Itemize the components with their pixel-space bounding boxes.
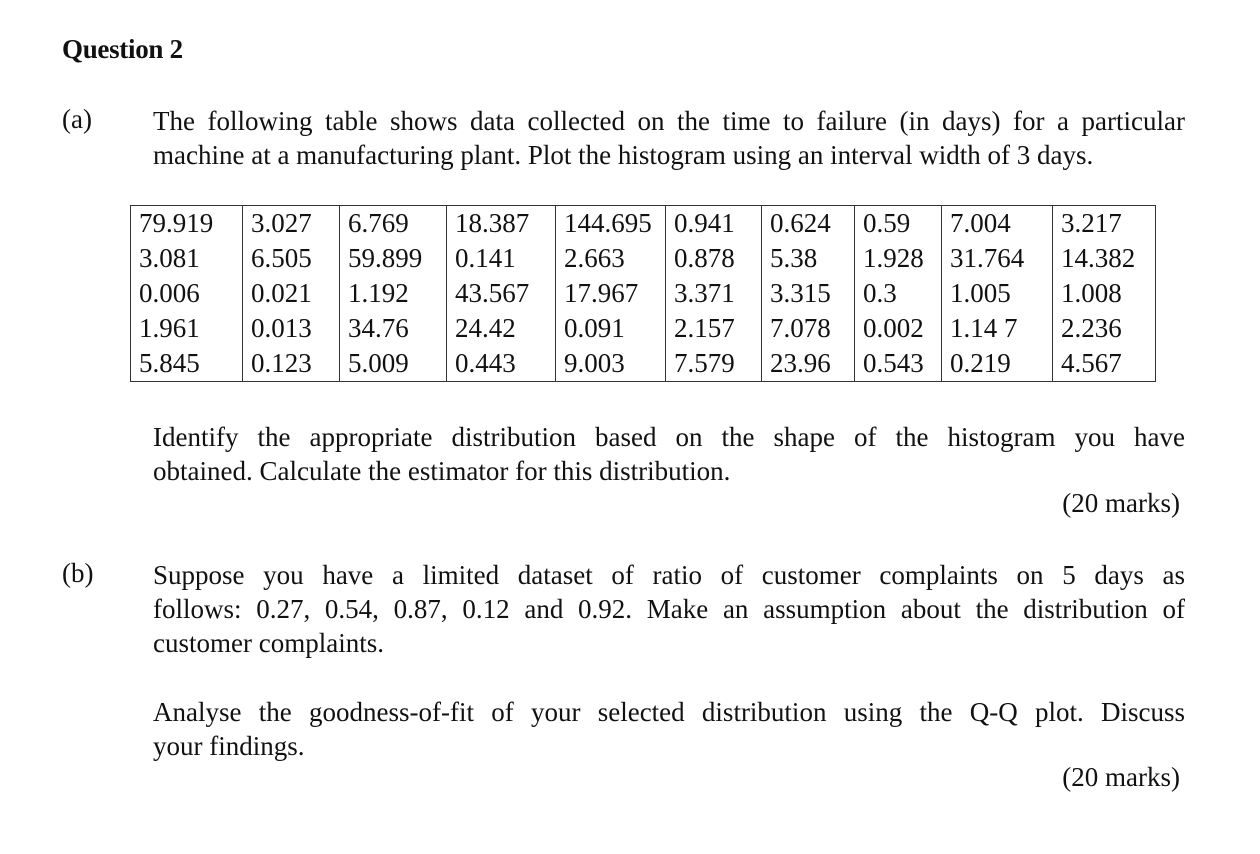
table-cell: 2.663	[556, 241, 666, 276]
table-cell: 6.769	[340, 206, 447, 242]
table-cell: 3.027	[243, 206, 340, 242]
part-a-marks: (20 marks)	[1062, 488, 1180, 518]
table-cell: 3.371	[666, 276, 762, 311]
table-cell: 0.091	[556, 311, 666, 346]
table-cell: 5.009	[340, 346, 447, 382]
table-cell: 3.217	[1053, 206, 1156, 242]
table-cell: 18.387	[447, 206, 556, 242]
table-cell: 2.236	[1053, 311, 1156, 346]
table-cell: 3.081	[131, 241, 243, 276]
part-a-intro-line: The following table shows data collected on the time to failure (in days) for a particular	[153, 106, 1185, 136]
part-a-followup-line: Identify the appropriate distribution based on the shape of the histogram you have	[153, 422, 1185, 452]
table-cell: 7.078	[762, 311, 855, 346]
part-b-label: (b)	[62, 558, 94, 588]
table-cell: 9.003	[556, 346, 666, 382]
table-cell: 0.141	[447, 241, 556, 276]
table-row	[131, 206, 1156, 242]
table-cell: 14.382	[1053, 241, 1156, 276]
time-to-failure-table	[130, 205, 1156, 382]
table-cell: 3.315	[762, 276, 855, 311]
table-cell: 0.59	[855, 206, 942, 242]
table-cell: 7.579	[666, 346, 762, 382]
table-cell: 59.899	[340, 241, 447, 276]
part-b-intro-line: customer complaints.	[153, 628, 384, 658]
table-cell: 2.157	[666, 311, 762, 346]
table-cell: 0.021	[243, 276, 340, 311]
part-b-marks: (20 marks)	[1062, 762, 1180, 792]
table-cell: 4.567	[1053, 346, 1156, 382]
table-cell: 1.008	[1053, 276, 1156, 311]
part-b-intro	[153, 558, 1185, 660]
table-cell: 1.14 7	[942, 311, 1053, 346]
table-cell: 23.96	[762, 346, 855, 382]
table-cell: 0.3	[855, 276, 942, 311]
table-cell: 0.013	[243, 311, 340, 346]
table-cell: 144.695	[556, 206, 666, 242]
table-cell: 0.002	[855, 311, 942, 346]
table-cell: 1.928	[855, 241, 942, 276]
table-cell: 6.505	[243, 241, 340, 276]
table-cell: 31.764	[942, 241, 1053, 276]
table-cell: 24.42	[447, 311, 556, 346]
table-row	[131, 311, 1156, 346]
table-cell: 79.919	[131, 206, 243, 242]
table-cell: 34.76	[340, 311, 447, 346]
table-cell: 0.219	[942, 346, 1053, 382]
question-heading: Question 2	[62, 34, 183, 64]
part-b-intro-line: Suppose you have a limited dataset of ratio of customer complaints on 5 days as	[153, 560, 1185, 590]
table-cell: 0.941	[666, 206, 762, 242]
part-b-intro-line: follows: 0.27, 0.54, 0.87, 0.12 and 0.92. Make an assumption about the distribution of	[153, 594, 1185, 624]
part-b-followup-line: Analyse the goodness-of-fit of your selected distribution using the Q-Q plot. Discuss	[153, 697, 1185, 727]
table-cell: 7.004	[942, 206, 1053, 242]
table-row	[131, 276, 1156, 311]
table-row	[131, 241, 1156, 276]
part-a-followup-line: obtained. Calculate the estimator for this distribution.	[153, 456, 731, 486]
table-cell: 43.567	[447, 276, 556, 311]
table-cell: 17.967	[556, 276, 666, 311]
table-cell: 0.006	[131, 276, 243, 311]
table-cell: 1.005	[942, 276, 1053, 311]
part-a-intro-line: machine at a manufacturing plant. Plot the histogram using an interval width of 3 days.	[153, 140, 1094, 170]
table-cell: 1.961	[131, 311, 243, 346]
table-cell: 5.38	[762, 241, 855, 276]
table-cell: 0.543	[855, 346, 942, 382]
table-cell: 1.192	[340, 276, 447, 311]
part-a-label: (a)	[62, 104, 92, 134]
table-cell: 0.443	[447, 346, 556, 382]
table-cell: 0.624	[762, 206, 855, 242]
table-cell: 0.123	[243, 346, 340, 382]
table-cell: 5.845	[131, 346, 243, 382]
table-row	[131, 346, 1156, 382]
part-b-followup-line: your findings.	[153, 731, 305, 761]
part-a-intro	[153, 104, 1185, 172]
table-cell: 0.878	[666, 241, 762, 276]
part-b-followup	[153, 695, 1185, 763]
part-a-followup	[153, 420, 1185, 488]
